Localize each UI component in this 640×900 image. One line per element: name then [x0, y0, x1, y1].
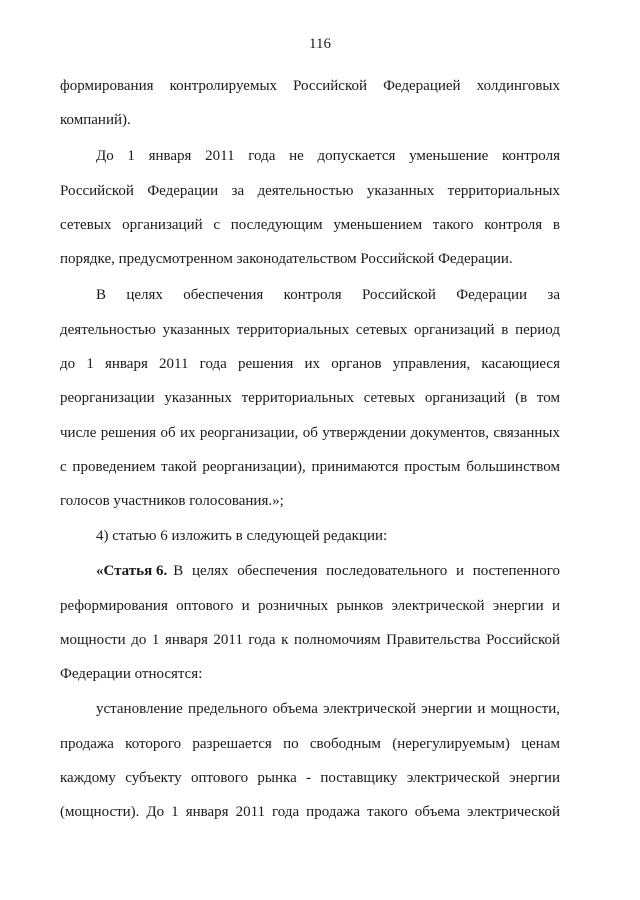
- text-line: установление предельного объема электрической энергии и мощности,: [96, 701, 560, 717]
- text-line: деятельностью указанных территориальных сетевых организаций в период: [60, 322, 560, 338]
- text-line: с проведением такой реорганизации), принимаются простым большинством: [60, 459, 560, 475]
- text-line: числе решения об их реорганизации, об утверждении документов, связанных: [60, 425, 560, 441]
- text-line: продажа которого разрешается по свободным (нерегулируемым) ценам: [60, 736, 560, 752]
- text-line: голосов участников голосования.»;: [60, 493, 284, 509]
- text-line: до 1 января 2011 года решения их органов управления, касающиеся: [60, 356, 560, 372]
- article-heading: «Статья 6.: [96, 563, 168, 579]
- text-line: компаний).: [60, 112, 131, 128]
- text-line: сетевых организаций с последующим уменьшением такого контроля в: [60, 217, 560, 233]
- text-line: формирования контролируемых Российской Федерацией холдинговых: [60, 78, 560, 94]
- text-line: До 1 января 2011 года не допускается уменьшение контроля: [96, 148, 560, 164]
- text-line: мощности до 1 января 2011 года к полномочиям Правительства Российской: [60, 632, 560, 648]
- page-number: 116: [309, 36, 331, 52]
- text-line: 4) статью 6 изложить в следующей редакции:: [96, 528, 388, 544]
- text-line: Федерации относятся:: [60, 666, 203, 682]
- text-line: порядке, предусмотренном законодательством Российской Федерации.: [60, 251, 513, 267]
- text-line: реформирования оптового и розничных рынков электрической энергии и: [60, 598, 560, 614]
- text-line: реорганизации указанных территориальных сетевых организаций (в том: [60, 390, 560, 406]
- text-line: Российской Федерации за деятельностью указанных территориальных: [60, 183, 560, 199]
- text-line: В целях обеспечения последовательного и постепенного: [173, 563, 560, 579]
- text-line: каждому субъекту оптового рынка - поставщику электрической энергии: [60, 770, 560, 786]
- text-line: В целях обеспечения контроля Российской Федерации за: [96, 287, 560, 303]
- text-line: (мощности). До 1 января 2011 года продажа такого объема электрической: [60, 804, 560, 820]
- article-line: [96, 561, 560, 581]
